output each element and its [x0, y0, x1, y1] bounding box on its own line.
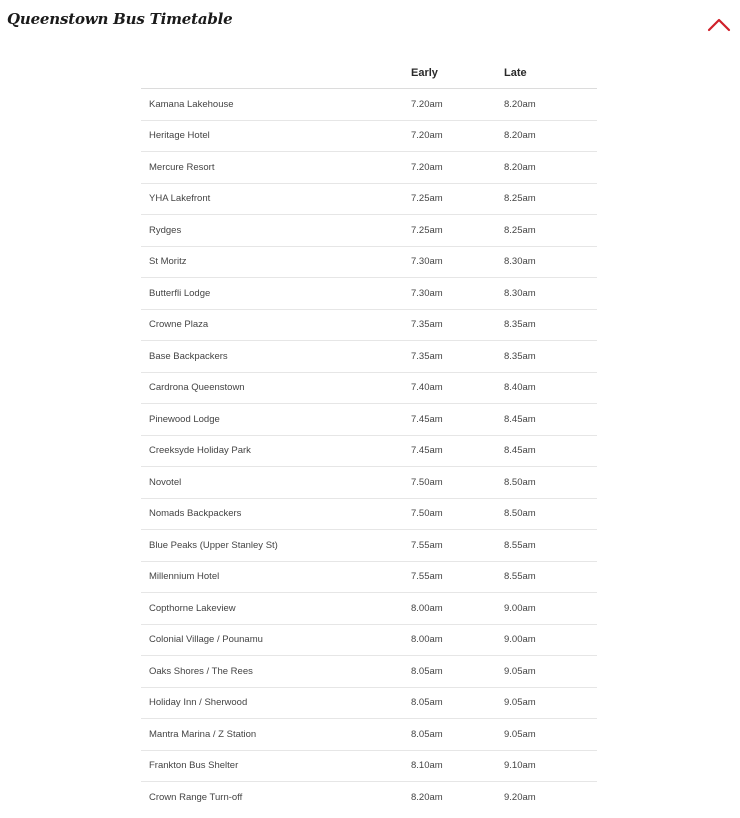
- late-time: 9.05am: [504, 719, 597, 751]
- early-time: 8.10am: [411, 750, 504, 782]
- stop-name: Crown Range Turn-off: [149, 791, 243, 803]
- timetable-table: [141, 57, 597, 813]
- late-time: 8.25am: [504, 215, 597, 247]
- table-row: [141, 561, 597, 593]
- early-time: 7.20am: [411, 120, 504, 152]
- table-row: [141, 750, 597, 782]
- table-body: [141, 89, 597, 813]
- late-time: 9.20am: [504, 791, 536, 803]
- late-time: 8.20am: [504, 89, 597, 121]
- stop-name: Millennium Hotel: [141, 561, 411, 593]
- early-time: 8.20am: [411, 791, 443, 803]
- stop-name: Crowne Plaza: [141, 309, 411, 341]
- column-header-late: Late: [504, 57, 597, 89]
- stop-name: Colonial Village / Pounamu: [141, 624, 411, 656]
- late-time: 9.05am: [504, 687, 597, 719]
- early-time: 8.05am: [411, 656, 504, 688]
- stop-name: Holiday Inn / Sherwood: [141, 687, 411, 719]
- table-row: [141, 656, 597, 688]
- early-time: 7.35am: [411, 341, 504, 373]
- early-time: 7.25am: [411, 215, 504, 247]
- stop-name: Frankton Bus Shelter: [141, 750, 411, 782]
- stop-name: Heritage Hotel: [141, 120, 411, 152]
- stop-name: Mantra Marina / Z Station: [141, 719, 411, 751]
- late-time: 8.45am: [504, 435, 597, 467]
- early-time: 7.20am: [411, 89, 504, 121]
- stop-name: Novotel: [141, 467, 411, 499]
- stop-name: Creeksyde Holiday Park: [141, 435, 411, 467]
- table-row: [141, 498, 597, 530]
- late-time: 8.50am: [504, 498, 597, 530]
- early-time: 7.45am: [411, 404, 504, 436]
- late-time: 8.20am: [504, 120, 597, 152]
- table-row: [141, 183, 597, 215]
- table-row: [141, 309, 597, 341]
- late-time: 8.55am: [504, 561, 597, 593]
- page-title: Queenstown Bus Timetable: [7, 10, 233, 28]
- stop-name: Nomads Backpackers: [141, 498, 411, 530]
- table-row: [141, 152, 597, 184]
- late-time: 9.00am: [504, 624, 597, 656]
- early-time: 7.50am: [411, 498, 504, 530]
- late-time: 8.35am: [504, 341, 597, 373]
- table-row: [141, 467, 597, 499]
- table-row: [141, 120, 597, 152]
- early-time: 7.20am: [411, 152, 504, 184]
- stop-name: Butterfli Lodge: [141, 278, 411, 310]
- table-row: [141, 215, 597, 247]
- stop-name: Cardrona Queenstown: [141, 372, 411, 404]
- late-time: 8.30am: [504, 246, 597, 278]
- early-time: 7.50am: [411, 467, 504, 499]
- early-time: 7.25am: [411, 183, 504, 215]
- early-time: 7.40am: [411, 372, 504, 404]
- early-time: 7.30am: [411, 246, 504, 278]
- stop-name: Copthorne Lakeview: [141, 593, 411, 625]
- table-row: [141, 341, 597, 373]
- column-header-early: Early: [411, 57, 504, 89]
- table-row: [141, 435, 597, 467]
- table-row: [141, 404, 597, 436]
- table-row: [141, 89, 597, 121]
- table-header: [141, 57, 597, 89]
- late-time: 8.35am: [504, 309, 597, 341]
- late-time: 9.00am: [504, 593, 597, 625]
- late-time: 8.25am: [504, 183, 597, 215]
- stop-name: Pinewood Lodge: [141, 404, 411, 436]
- early-time: 7.55am: [411, 530, 504, 562]
- late-time: 9.05am: [504, 656, 597, 688]
- early-time: 7.30am: [411, 278, 504, 310]
- late-time: 8.20am: [504, 152, 597, 184]
- timetable-header: [0, 0, 740, 44]
- early-time: 7.45am: [411, 435, 504, 467]
- table-row: [141, 719, 597, 751]
- late-time: 8.45am: [504, 404, 597, 436]
- collapse-button[interactable]: [706, 12, 732, 36]
- table-row: [141, 782, 597, 813]
- stop-name: Blue Peaks (Upper Stanley St): [141, 530, 411, 562]
- late-time: 9.10am: [504, 750, 597, 782]
- stop-name: Base Backpackers: [141, 341, 411, 373]
- early-time: 8.00am: [411, 593, 504, 625]
- stop-name: Oaks Shores / The Rees: [141, 656, 411, 688]
- early-time: 8.05am: [411, 719, 504, 751]
- table-header-row: [141, 57, 597, 89]
- table-row: [141, 278, 597, 310]
- table-row: [141, 687, 597, 719]
- late-time: 8.55am: [504, 530, 597, 562]
- stop-name: Rydges: [141, 215, 411, 247]
- chevron-up-icon: [706, 12, 732, 36]
- table-row: [141, 624, 597, 656]
- early-time: 7.35am: [411, 309, 504, 341]
- early-time: 8.00am: [411, 624, 504, 656]
- early-time: 8.05am: [411, 687, 504, 719]
- table-row: [141, 246, 597, 278]
- column-header-stop: [141, 57, 411, 89]
- table-row: [141, 372, 597, 404]
- timetable: [141, 57, 597, 813]
- stop-name: YHA Lakefront: [141, 183, 411, 215]
- late-time: 8.50am: [504, 467, 597, 499]
- stop-name: Kamana Lakehouse: [141, 89, 411, 121]
- table-row: [141, 530, 597, 562]
- late-time: 8.30am: [504, 278, 597, 310]
- late-time: 8.40am: [504, 372, 597, 404]
- stop-name: St Moritz: [141, 246, 411, 278]
- early-time: 7.55am: [411, 561, 504, 593]
- table-row: [141, 593, 597, 625]
- stop-name: Mercure Resort: [141, 152, 411, 184]
